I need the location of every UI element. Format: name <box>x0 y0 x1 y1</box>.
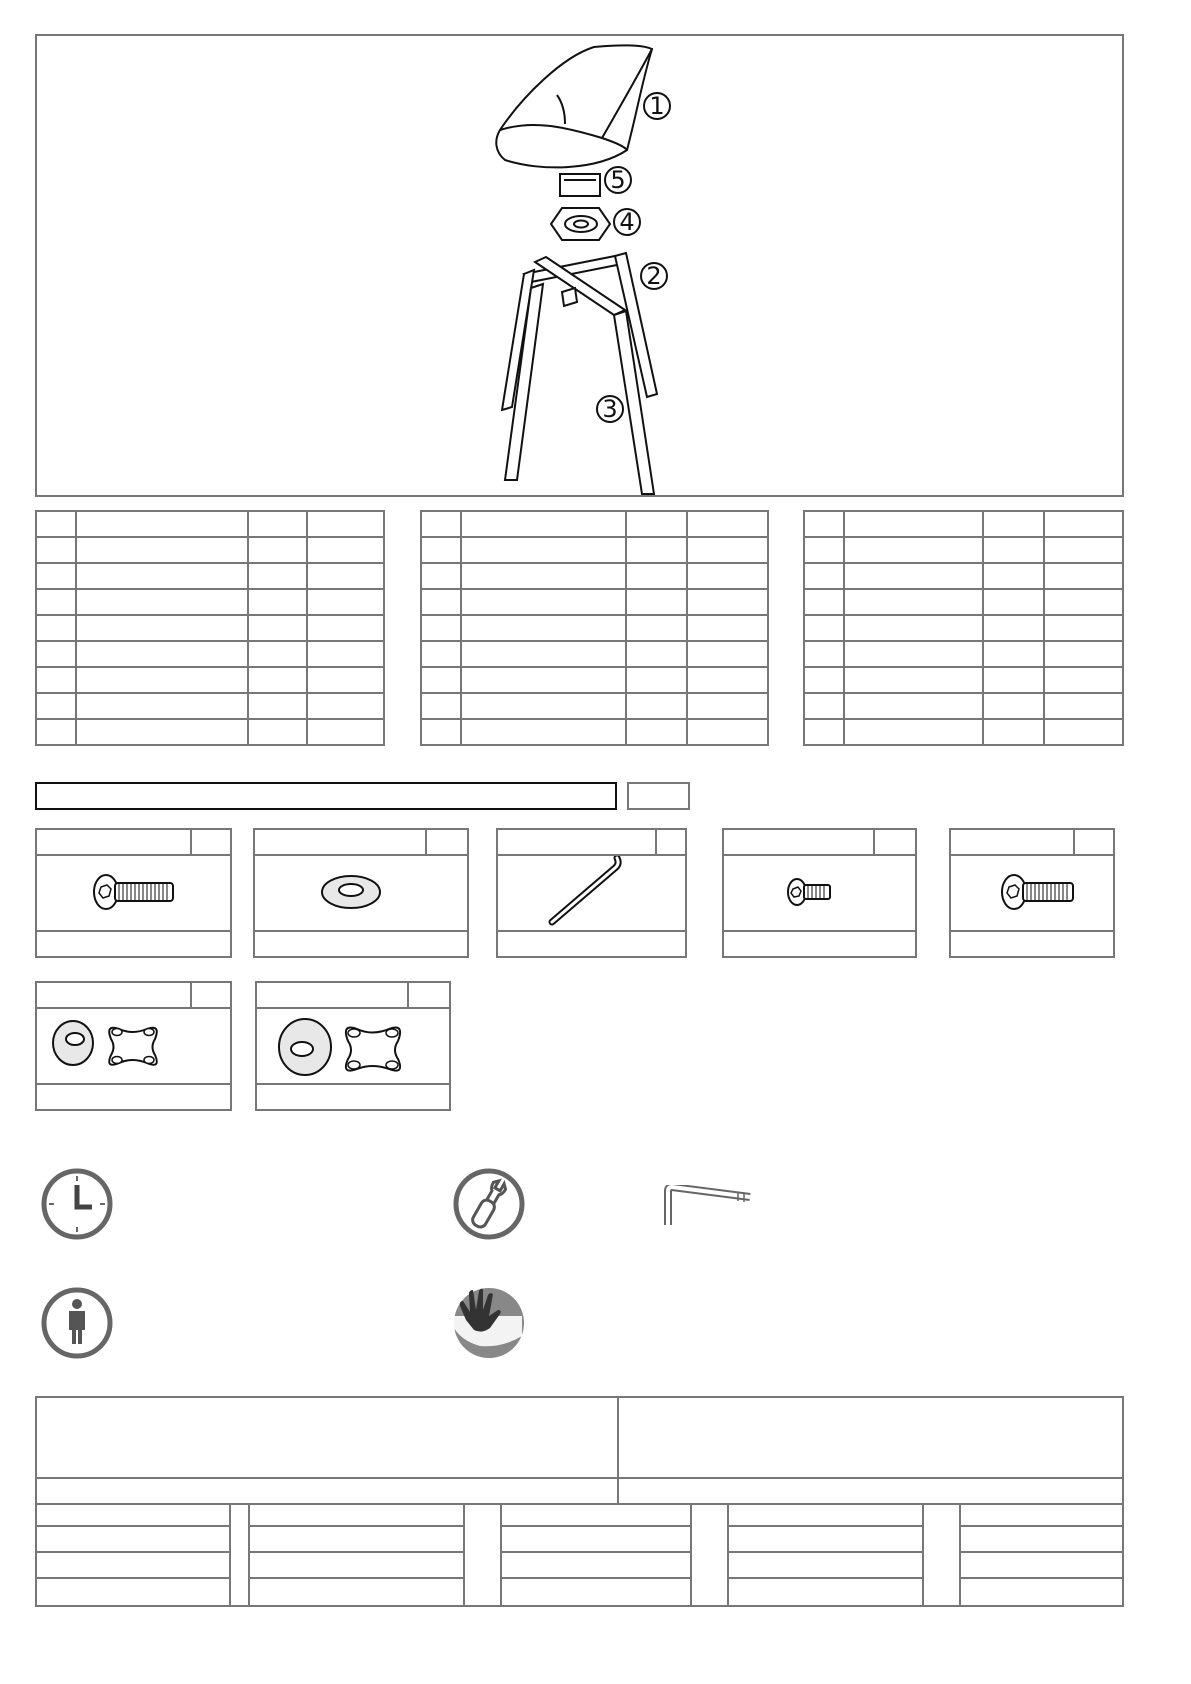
parts-table-middle <box>420 510 769 746</box>
hardware-box-long-bolt <box>35 828 232 958</box>
person-icon <box>40 1286 114 1360</box>
seat-shell <box>496 45 652 167</box>
assembly-diagram <box>37 36 1122 495</box>
info-table-bottom <box>35 1503 1124 1607</box>
hardware-box-medium-bolt <box>949 828 1115 958</box>
hardware-count-box <box>627 782 690 810</box>
parts-table-right <box>803 510 1124 746</box>
part-label-4: 4 <box>619 208 635 236</box>
short-bolt-icon <box>724 856 915 932</box>
table-row <box>36 563 384 589</box>
part-label-3: 3 <box>602 395 618 423</box>
table-row <box>421 589 768 615</box>
table-row <box>804 537 1123 563</box>
table-row <box>804 667 1123 693</box>
table-row <box>36 667 384 693</box>
table-row <box>804 511 1123 537</box>
plate-set-small-icon <box>37 1009 230 1085</box>
hardware-box-allen-key <box>496 828 687 958</box>
table-row <box>804 641 1123 667</box>
info-group-5 <box>959 1503 1124 1605</box>
info-table-top <box>35 1396 1124 1505</box>
part-label-2: 2 <box>646 262 662 290</box>
allen-key-icon <box>498 856 685 932</box>
assembly-diagram-frame <box>35 34 1124 497</box>
table-row <box>421 537 768 563</box>
table-row <box>421 667 768 693</box>
hardware-box-washer <box>253 828 469 958</box>
table-row <box>36 589 384 615</box>
table-row <box>36 511 384 537</box>
table-row <box>804 693 1123 719</box>
hardware-box-short-bolt <box>722 828 917 958</box>
table-row <box>36 641 384 667</box>
info-table-divider-v <box>617 1398 619 1503</box>
table-row <box>421 615 768 641</box>
table-row <box>421 641 768 667</box>
table-row <box>421 511 768 537</box>
clock-icon <box>40 1167 114 1241</box>
table-row <box>36 615 384 641</box>
table-row <box>804 589 1123 615</box>
info-table-divider-h <box>37 1477 1122 1479</box>
table-row <box>421 693 768 719</box>
table-row <box>36 719 384 745</box>
part-label-5: 5 <box>610 166 626 194</box>
table-row <box>421 563 768 589</box>
table-row <box>804 563 1123 589</box>
part-label-1: 1 <box>649 92 665 120</box>
glove-hand-icon <box>452 1286 526 1360</box>
parts-table-left <box>35 510 385 746</box>
table-row <box>804 615 1123 641</box>
washer-icon <box>255 856 467 932</box>
info-group-1 <box>37 1503 231 1605</box>
info-group-4 <box>727 1503 924 1605</box>
medium-bolt-icon <box>951 856 1113 932</box>
hardware-title-bar <box>35 782 617 810</box>
table-row <box>36 537 384 563</box>
info-group-2 <box>248 1503 465 1605</box>
wrench-tool-icon <box>452 1167 526 1241</box>
allen-key-icon <box>660 1185 760 1231</box>
seat-bracket <box>560 174 600 196</box>
table-row <box>36 693 384 719</box>
long-bolt-icon <box>37 856 230 932</box>
info-group-3 <box>500 1503 692 1605</box>
hardware-box-plate-set-large <box>255 981 451 1111</box>
plate-set-large-icon <box>257 1009 449 1085</box>
table-row <box>421 719 768 745</box>
hardware-box-plate-set-small <box>35 981 232 1111</box>
table-row <box>804 719 1123 745</box>
